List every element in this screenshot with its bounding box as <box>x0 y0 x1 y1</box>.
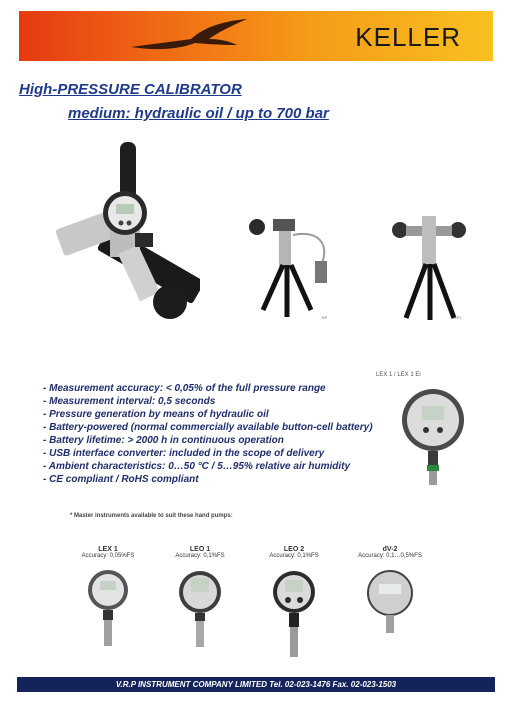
feature-list <box>43 382 373 486</box>
master-name: LEO 1 <box>189 546 211 553</box>
master-name: LEX 1 <box>98 546 118 553</box>
bird-logo-icon <box>129 17 259 57</box>
feature-item: - Ambient characteristics: 0…50 °C / 5…95% relative air humidity <box>43 461 351 472</box>
kp-caption: KP <box>322 315 328 320</box>
master-leo2 <box>254 546 334 559</box>
hand-pump-photo <box>50 137 200 332</box>
master-note: * Master instruments available to suit these hand pumps: <box>70 513 233 519</box>
pump-kp-photo <box>243 205 343 325</box>
brand-logo: KELLER <box>355 22 461 52</box>
feature-item: - Pressure generation by means of hydraulic oil <box>43 409 269 420</box>
leo1-master-photo <box>177 568 223 660</box>
kp1-caption: KP1 <box>454 315 462 320</box>
master-name: LEO 2 <box>283 546 305 553</box>
master-accuracy: Accuracy: 0,1%FS <box>269 553 319 559</box>
lex-label: LEX 1 / LEX 1 Ei <box>376 372 421 378</box>
lex1-gauge-photo <box>398 382 468 502</box>
lex1-master-photo <box>85 568 131 660</box>
master-accuracy: Accuracy: 0,1…0,5%FS <box>358 553 422 559</box>
feature-item: - Battery-powered (normal commercially available button-cell battery) <box>43 422 373 433</box>
feature-item: - CE compliant / RoHS compliant <box>43 474 199 485</box>
pump-kp1-photo <box>390 208 470 323</box>
master-accuracy: Accuracy: 0,05%FS <box>81 553 135 559</box>
dv2-master-photo <box>365 568 415 638</box>
page-title: High-PRESSURE CALIBRATOR <box>19 81 242 98</box>
page-subtitle: medium: hydraulic oil / up to 700 bar <box>68 105 329 122</box>
master-name: dV-2 <box>382 546 398 553</box>
footer-contact: V.R.P INSTRUMENT COMPANY LIMITED Tel. 02-023-1476 Fax. 02-023-1503 <box>17 677 495 692</box>
master-dv2 <box>350 546 430 559</box>
master-accuracy: Accuracy: 0,1%FS <box>175 553 225 559</box>
feature-item: - Measurement interval: 0,5 seconds <box>43 396 216 407</box>
header-banner <box>19 11 493 61</box>
master-leo1 <box>160 546 240 559</box>
feature-item: - Measurement accuracy: < 0,05% of the full pressure range <box>43 383 326 394</box>
feature-item: - Battery lifetime: > 2000 h in continuous operation <box>43 435 284 446</box>
master-lex1 <box>68 546 148 559</box>
feature-item: - USB interface converter: included in the scope of delivery <box>43 448 325 459</box>
leo2-master-photo <box>271 568 317 668</box>
